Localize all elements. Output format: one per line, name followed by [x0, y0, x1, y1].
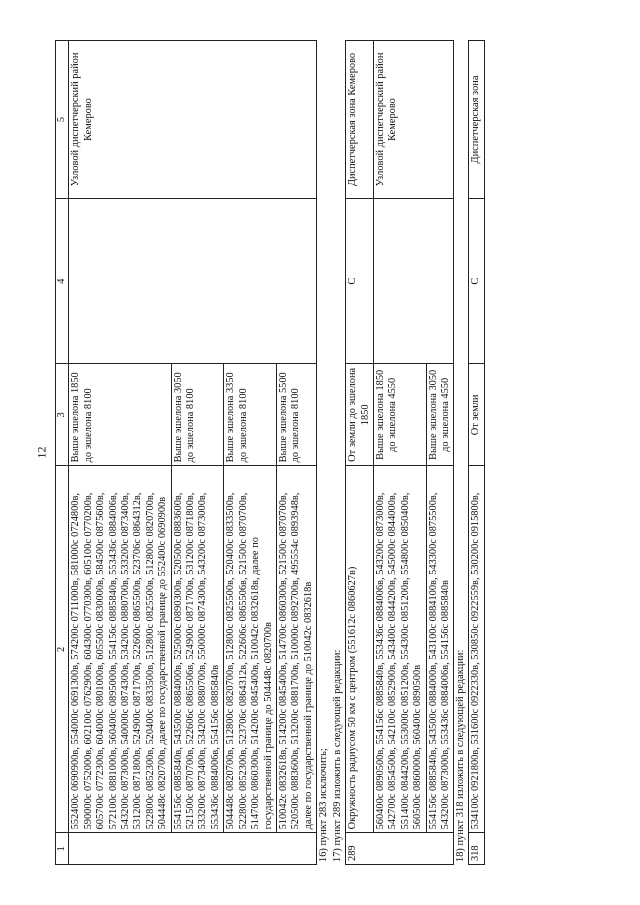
header-col-2: 2 [56, 466, 69, 833]
table-row [346, 41, 374, 865]
header-col-3: 3 [56, 364, 69, 466]
coords-cell: 554156с 0885840в, 543500с 0884000в, 525000с 0890300в, 520500с 0883600в, 521500с 0870700в, 522606с 0865506в, 524900с 0871700в, 531200с 0871800в, 533200с 0873400в, 534200с 0880700в, 550000с 0874300в, 543200с 0873000в, 553436с 0884006в, 554156с 0885840в [171, 466, 224, 833]
class-cell: С [469, 199, 484, 364]
item-number-cell: 289 [346, 833, 454, 865]
coords-cell: 554156с 0885840в, 543500с 0884000в, 543100с 0884100в, 543300с 0875500в, 543200с 0873000в, 553436с 0884006в, 554156с 0885840в [426, 466, 454, 833]
coords-cell: 504448с 0820700в, 512800с 0820700в, 512800с 0825500в, 520400с 0833500в, 522800с 0852300в, 523706с 0864312в, 522606с 0865506в, 521500с 0870700в, 514700с 0860300в, 514200с 0845400в, 510042с 0832618в, далее по государственной границе до 504448с 0820700в [224, 466, 277, 833]
amendment-note-17: 17) пункт 289 изложить в следующей редакции: [332, 649, 344, 862]
coords-cell: Окружность радиусом 50 км с центром (551612с 0860627в) [346, 466, 374, 833]
table-row [469, 41, 484, 865]
coords-cell: 510042с 0832618в, 514200с 0845400в, 514700с 0860300в, 521500с 0870700в, 520500с 0883600в, 513200с 0881700в, 510000с 0892700в, 495554с 0893948в, далее по государственной границе до 510042с 0832618в [276, 466, 316, 833]
altitude-cell: Выше эшелона 3350 до эшелона 8100 [224, 364, 277, 466]
altitude-cell: Выше эшелона 3050 до эшелона 8100 [171, 364, 224, 466]
airspace-table-top [55, 40, 317, 865]
airspace-table-289 [345, 40, 454, 865]
amendment-note-18: 18) пункт 318 изложить в следующей редакции: [455, 649, 467, 862]
page-number: 12 [34, 446, 49, 459]
altitude-cell: Выше эшелона 3050 до эшелона 4550 [426, 364, 454, 466]
empty-cell [69, 833, 317, 865]
document-page [55, 40, 575, 865]
class-cell [373, 199, 453, 364]
zone-name-cell: Диспетчерская зона [469, 41, 484, 199]
coords-cell: 552400с 0690900в, 554000с 0691300в, 574200с 0711000в, 581000с 0724800в, 590000с 0752000в, 602100с 0762900в, 604300с 0770300в, 605100с 0770200в, 605700с 0772300в, 604000с 0801000в, 605500с 0830000в, 584500с 0875600в, 572100с 0881000в, 560400с 0895000в, 554156с 0885840в, 553436с 0884006в, 543200с 0873000в, 540000с 0874300в, 534200с 0880700в, 533200с 0873400в, 531200с 0871800в, 524900с 0871700в, 522600с 0865500в, 523706с 0864312в, 522800с 0852300в, 520400с 0833500в, 512800с 0825500в, 512800с 0820700в, 504448с 0820700в, далее по государственной границе до 552400с 0690900в [69, 466, 171, 833]
altitude-cell: Выше эшелона 1850 до эшелона 4550 [373, 364, 426, 466]
class-cell: С [346, 199, 374, 364]
class-cell [69, 199, 317, 364]
header-col-4: 4 [56, 199, 69, 364]
altitude-cell: От земли до эшелона 1850 [346, 364, 374, 466]
amendment-note-16: 16) пункт 283 исключить; [318, 748, 330, 862]
altitude-cell: От земли [469, 364, 484, 466]
table-row [373, 41, 426, 865]
altitude-cell: Выше эшелона 1850 до эшелона 8100 [69, 364, 171, 466]
airspace-table-318 [468, 40, 484, 865]
coords-cell: 534100с 0921800в, 531600с 0922330в, 530850с 0922559в, 530200с 0915800в, [469, 466, 484, 833]
item-number-cell: 318 [469, 833, 484, 865]
altitude-cell: Выше эшелона 5500 до эшелона 8100 [276, 364, 316, 466]
zone-name-cell: Узловой диспетчерский район Кемерово [373, 41, 453, 199]
table-row [69, 41, 171, 865]
rotated-document [55, 40, 575, 865]
coords-cell: 560400с 0890500в, 554156с 0885840в, 553436с 0884006в, 543200с 0873000в, 542700с 0854500в, 542100с 0852900в, 543400с 0844200в, 545000с 0844000в, 551400с 0844200в, 553000с 0851200в, 554300с 0851200в, 554800с 0850400в, 560500с 0860000в, 560400с 0890500в [373, 466, 426, 833]
zone-name-cell: Диспетчерская зона Кемерово [346, 41, 374, 199]
table-header-row [56, 41, 69, 865]
zone-name-cell: Узловой диспетчерский район Кемерово [69, 41, 317, 199]
header-col-5: 5 [56, 41, 69, 199]
header-col-1: 1 [56, 833, 69, 865]
